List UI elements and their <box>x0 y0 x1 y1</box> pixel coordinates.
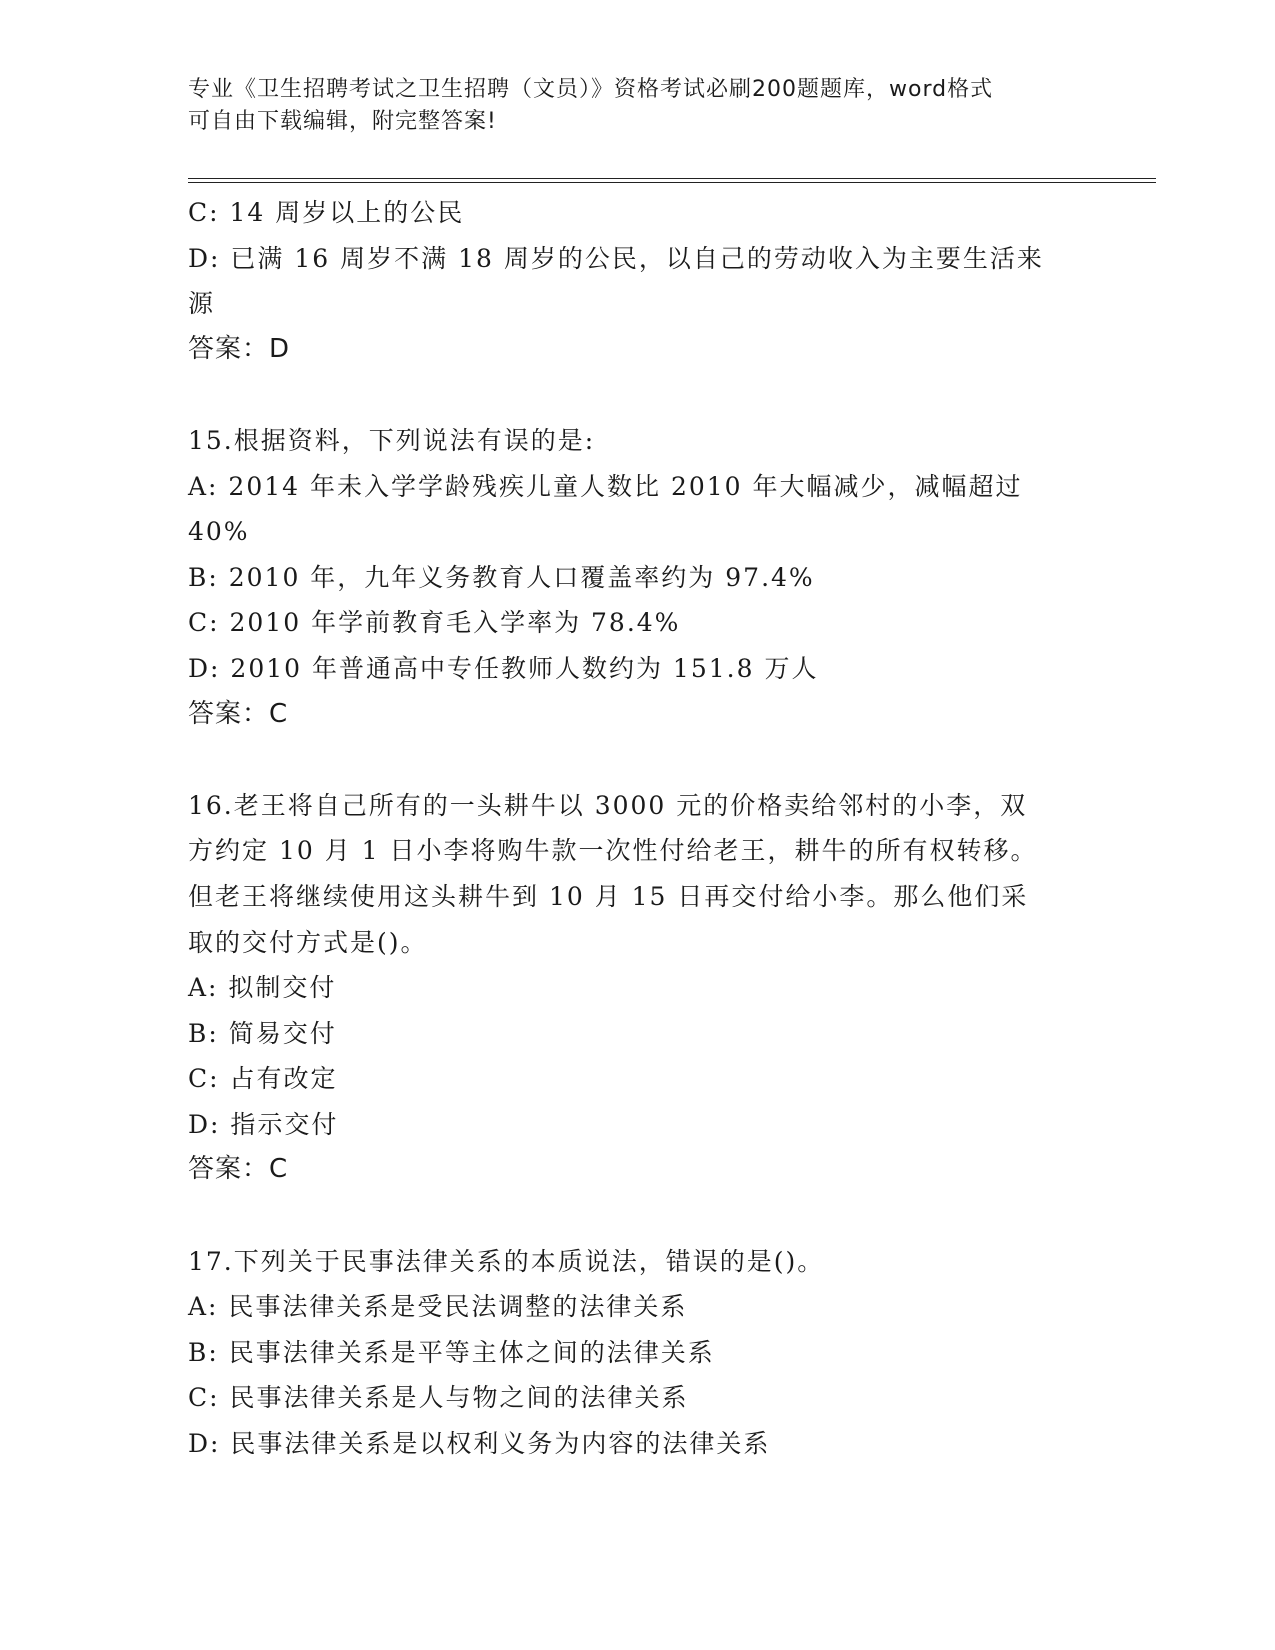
q17-stem: 17.下列关于民事法律关系的本质说法，错误的是()。 <box>188 1246 825 1276</box>
q17-option-a: A: 民事法律关系是受民法调整的法律关系 <box>188 1292 688 1322</box>
page-header <box>188 74 1068 138</box>
q16-stem-line-3: 但老王将继续使用这头耕牛到 10 月 15 日再交付给小李。那么他们采 <box>188 881 1029 911</box>
q17-option-d: D: 民事法律关系是以权利义务为内容的法律关系 <box>188 1429 771 1459</box>
q15-stem: 15.根据资料，下列说法有误的是: <box>188 425 596 455</box>
header-divider-top <box>188 178 1156 179</box>
q15-option-d: D: 2010 年普通高中专任教师人数约为 151.8 万人 <box>188 653 819 683</box>
q16-option-c: C: 占有改定 <box>188 1064 338 1094</box>
q15-option-a-line-1: A: 2014 年未入学学龄残疾儿童人数比 2010 年大幅减少，减幅超过 <box>188 471 1023 501</box>
header-divider-bottom <box>188 182 1156 183</box>
q17-option-b: B: 民事法律关系是平等主体之间的法律关系 <box>188 1337 715 1367</box>
q14-option-d-line-1: D: 已满 16 周岁不满 18 周岁的公民，以自己的劳动收入为主要生活来 <box>188 243 1044 273</box>
q16-option-d: D: 指示交付 <box>188 1109 339 1139</box>
q15-option-c: C: 2010 年学前教育毛入学率为 78.4% <box>188 608 681 638</box>
spacer <box>188 372 1088 418</box>
q16-option-b: B: 简易交付 <box>188 1018 337 1048</box>
q15-option-b: B: 2010 年，九年义务教育人口覆盖率约为 97.4% <box>188 562 815 592</box>
q16-stem-line-1: 16.老王将自己所有的一头耕牛以 3000 元的价格卖给邻村的小李，双 <box>188 790 1028 820</box>
q15-option-a-line-2: 40% <box>188 517 250 547</box>
q15-answer: 答案：C <box>188 698 289 729</box>
header-title-line-2: 可自由下载编辑，附完整答案! <box>188 109 497 134</box>
header-title-line-1: 专业《卫生招聘考试之卫生招聘（文员）》资格考试必刷200题题库，word格式 <box>188 77 994 102</box>
q16-answer: 答案：C <box>188 1154 289 1185</box>
q16-stem-line-2: 方约定 10 月 1 日小李将购牛款一次性付给老王，耕牛的所有权转移。 <box>188 836 1038 866</box>
q14-answer: 答案：D <box>188 333 291 364</box>
q17-option-c: C: 民事法律关系是人与物之间的法律关系 <box>188 1383 689 1413</box>
q14-option-c: C: 14 周岁以上的公民 <box>188 198 465 227</box>
spacer <box>188 737 1088 783</box>
q14-option-d-line-2: 源 <box>188 289 216 319</box>
spacer <box>188 1193 1088 1239</box>
q16-option-a: A: 拟制交付 <box>188 973 337 1003</box>
q16-stem-line-4: 取的交付方式是()。 <box>188 927 428 957</box>
question-content <box>188 190 1088 1467</box>
